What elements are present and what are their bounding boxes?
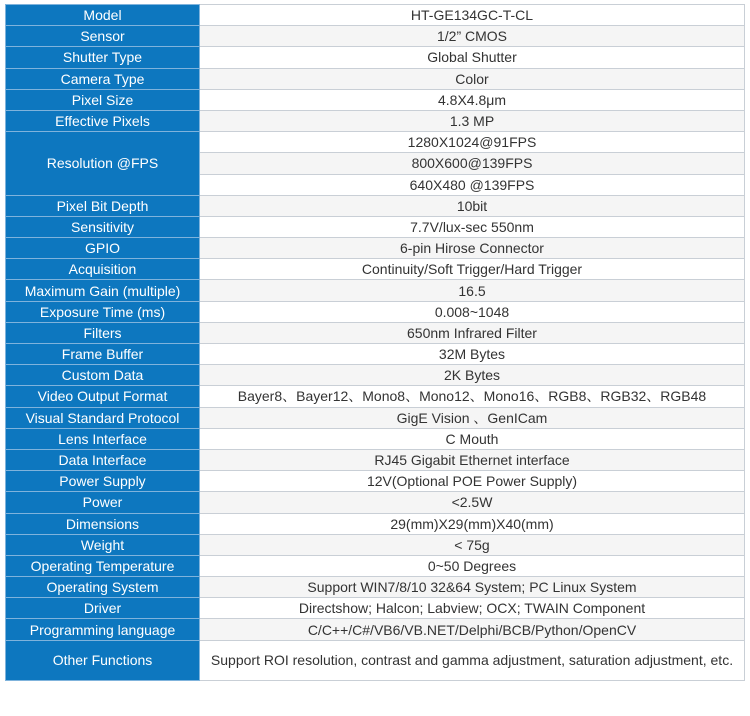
spec-row: [6, 5, 745, 26]
spec-label: Operating Temperature: [6, 555, 200, 576]
spec-row: [6, 110, 745, 131]
spec-row: [6, 386, 745, 407]
spec-label: Visual Standard Protocol: [6, 407, 200, 428]
spec-label: Power: [6, 492, 200, 513]
spec-label: Maximum Gain (multiple): [6, 280, 200, 301]
spec-value: 650nm Infrared Filter: [200, 322, 745, 343]
spec-row: [6, 280, 745, 301]
spec-row: [6, 640, 745, 680]
spec-row: [6, 259, 745, 280]
spec-label: Weight: [6, 534, 200, 555]
spec-row: [6, 365, 745, 386]
spec-row: [6, 407, 745, 428]
spec-row: [6, 195, 745, 216]
spec-value: Support ROI resolution, contrast and gamma adjustment, saturation adjustment, etc.: [200, 640, 745, 680]
spec-row: [6, 428, 745, 449]
spec-label: GPIO: [6, 238, 200, 259]
spec-label: Video Output Format: [6, 386, 200, 407]
spec-row: [6, 47, 745, 68]
spec-value: GigE Vision 、GenICam: [200, 407, 745, 428]
spec-label: Frame Buffer: [6, 344, 200, 365]
spec-label: Pixel Size: [6, 89, 200, 110]
spec-label: Custom Data: [6, 365, 200, 386]
spec-label: Resolution @FPS: [6, 132, 200, 196]
spec-value: 6-pin Hirose Connector: [200, 238, 745, 259]
spec-row: [6, 492, 745, 513]
spec-value: 10bit: [200, 195, 745, 216]
spec-row: [6, 68, 745, 89]
spec-label: Lens Interface: [6, 428, 200, 449]
spec-row: [6, 132, 745, 153]
spec-label: Model: [6, 5, 200, 26]
spec-row: [6, 89, 745, 110]
spec-value: < 75g: [200, 534, 745, 555]
spec-value: 12V(Optional POE Power Supply): [200, 471, 745, 492]
spec-row: [6, 238, 745, 259]
spec-label: Programming language: [6, 619, 200, 640]
spec-value: C/C++/C#/VB6/VB.NET/Delphi/BCB/Python/OpenCV: [200, 619, 745, 640]
spec-value: 800X600@139FPS: [200, 153, 745, 174]
spec-value: 1.3 MP: [200, 110, 745, 131]
spec-table: [5, 4, 745, 681]
spec-row: [6, 555, 745, 576]
spec-value: RJ45 Gigabit Ethernet interface: [200, 449, 745, 470]
spec-label: Other Functions: [6, 640, 200, 680]
spec-label: Sensor: [6, 26, 200, 47]
spec-table-body: [6, 5, 745, 681]
spec-row: [6, 534, 745, 555]
spec-value: Directshow; Halcon; Labview; OCX; TWAIN Component: [200, 598, 745, 619]
spec-value: 16.5: [200, 280, 745, 301]
spec-value: 0.008~1048: [200, 301, 745, 322]
spec-value: 640X480 @139FPS: [200, 174, 745, 195]
spec-value: Global Shutter: [200, 47, 745, 68]
spec-row: [6, 322, 745, 343]
spec-value: C Mouth: [200, 428, 745, 449]
spec-label: Acquisition: [6, 259, 200, 280]
spec-label: Power Supply: [6, 471, 200, 492]
spec-label: Operating System: [6, 577, 200, 598]
spec-value: 1280X1024@91FPS: [200, 132, 745, 153]
spec-row: [6, 598, 745, 619]
spec-value: 7.7V/lux-sec 550nm: [200, 216, 745, 237]
spec-label: Shutter Type: [6, 47, 200, 68]
spec-row: [6, 344, 745, 365]
spec-label: Dimensions: [6, 513, 200, 534]
spec-value: <2.5W: [200, 492, 745, 513]
spec-row: [6, 513, 745, 534]
spec-label: Effective Pixels: [6, 110, 200, 131]
spec-value: Continuity/Soft Trigger/Hard Trigger: [200, 259, 745, 280]
spec-label: Sensitivity: [6, 216, 200, 237]
spec-label: Exposure Time (ms): [6, 301, 200, 322]
spec-value: Color: [200, 68, 745, 89]
spec-value: 4.8X4.8μm: [200, 89, 745, 110]
spec-label: Pixel Bit Depth: [6, 195, 200, 216]
spec-label: Camera Type: [6, 68, 200, 89]
spec-value: Support WIN7/8/10 32&64 System; PC Linux System: [200, 577, 745, 598]
spec-value: Bayer8、Bayer12、Mono8、Mono12、Mono16、RGB8、RGB32、RGB48: [200, 386, 745, 407]
spec-row: [6, 619, 745, 640]
spec-value: 1/2” CMOS: [200, 26, 745, 47]
spec-label: Filters: [6, 322, 200, 343]
spec-row: [6, 301, 745, 322]
spec-value: 0~50 Degrees: [200, 555, 745, 576]
spec-row: [6, 449, 745, 470]
spec-value: 29(mm)X29(mm)X40(mm): [200, 513, 745, 534]
spec-value: HT-GE134GC-T-CL: [200, 5, 745, 26]
spec-value: 2K Bytes: [200, 365, 745, 386]
spec-label: Data Interface: [6, 449, 200, 470]
spec-row: [6, 26, 745, 47]
spec-row: [6, 216, 745, 237]
spec-value: 32M Bytes: [200, 344, 745, 365]
spec-row: [6, 577, 745, 598]
spec-row: [6, 471, 745, 492]
spec-label: Driver: [6, 598, 200, 619]
